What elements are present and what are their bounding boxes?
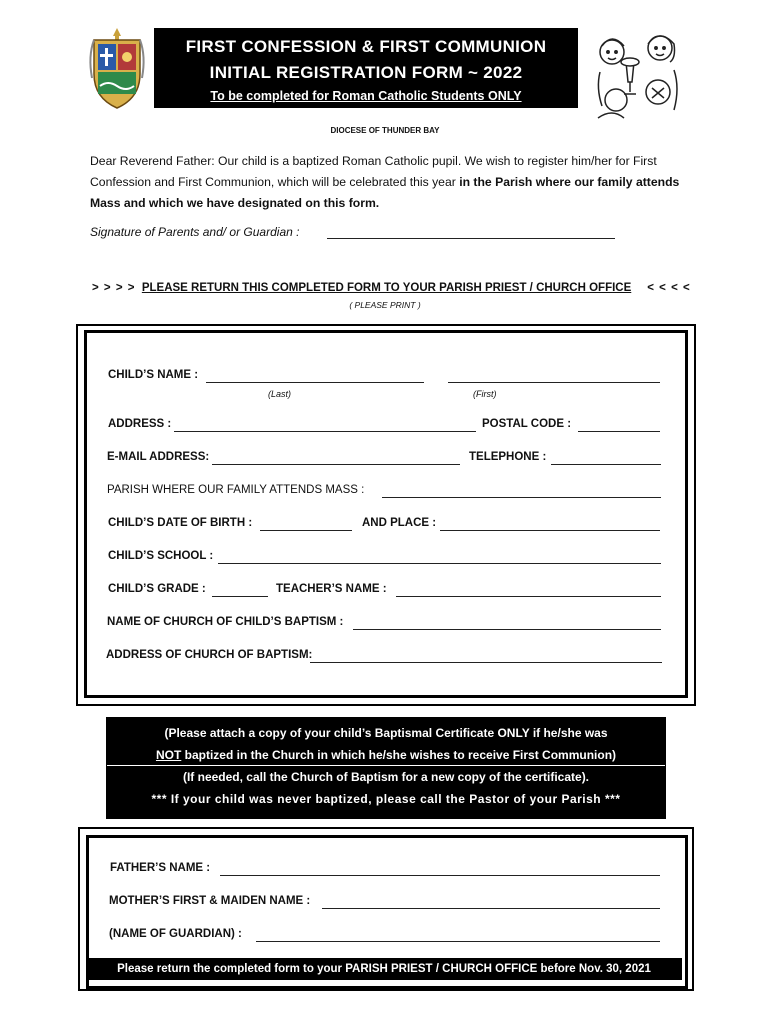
arrows-left: > > > > bbox=[92, 282, 136, 294]
print-note: ( PLEASE PRINT ) bbox=[349, 300, 421, 310]
baptism-church-label: NAME OF CHURCH OF CHILD’S BAPTISM : bbox=[107, 616, 344, 628]
notice-line-4: *** If your child was never baptized, please call the Pastor of your Parish *** bbox=[151, 792, 621, 806]
father-name-field[interactable] bbox=[220, 875, 660, 876]
children-illustration bbox=[590, 22, 684, 126]
parish-field[interactable] bbox=[382, 497, 661, 498]
notice-divider bbox=[107, 765, 665, 766]
notice-not: NOT bbox=[155, 748, 182, 762]
school-field[interactable] bbox=[218, 563, 661, 564]
mother-name-field[interactable] bbox=[322, 908, 660, 909]
address-field[interactable] bbox=[174, 431, 476, 432]
teacher-field[interactable] bbox=[396, 596, 661, 597]
notice-line-2 bbox=[107, 748, 665, 762]
baptism-address-label: ADDRESS OF CHURCH OF BAPTISM: bbox=[106, 649, 313, 661]
intro-text: Dear Reverend Father: Our child is a baptized Roman Catholic pupil. We wish to register him/her for First Confession and First Communion, which will be celebrated this year bbox=[90, 154, 657, 189]
first-name-caption: (First) bbox=[473, 389, 497, 399]
arrows-right: < < < < bbox=[647, 282, 691, 294]
diocese-crest-logo bbox=[86, 26, 148, 110]
dob-label: CHILD’S DATE OF BIRTH : bbox=[108, 517, 253, 529]
childs-name-label: CHILD’S NAME : bbox=[108, 369, 199, 381]
grade-label: CHILD’S GRADE : bbox=[108, 583, 206, 595]
title-line-2: INITIAL REGISTRATION FORM ~ 2022 bbox=[209, 63, 523, 82]
baptism-church-field[interactable] bbox=[353, 629, 661, 630]
subtitle: To be completed for Roman Catholic Students ONLY bbox=[210, 89, 522, 103]
postal-code-field[interactable] bbox=[578, 431, 660, 432]
first-name-field[interactable] bbox=[448, 382, 660, 383]
notice-line-1: (Please attach a copy of your child’s Baptismal Certificate ONLY if he/she was bbox=[164, 726, 608, 740]
guardian-name-label: (NAME OF GUARDIAN) : bbox=[109, 928, 242, 940]
place-field[interactable] bbox=[440, 530, 660, 531]
postal-code-label: POSTAL CODE : bbox=[482, 418, 572, 430]
last-name-caption: (Last) bbox=[268, 389, 292, 399]
parish-label: PARISH WHERE OUR FAMILY ATTENDS MASS : bbox=[107, 484, 365, 496]
diocese-name: DIOCESE OF THUNDER BAY bbox=[330, 126, 440, 135]
mother-name-label: MOTHER’S FIRST & MAIDEN NAME : bbox=[109, 895, 311, 907]
notice-line-3: (If needed, call the Church of Baptism for a new copy of the certificate). bbox=[182, 770, 590, 784]
return-notice-text: PLEASE RETURN THIS COMPLETED FORM TO YOUR PARISH PRIEST / CHURCH OFFICE bbox=[141, 282, 632, 294]
guardian-name-field[interactable] bbox=[256, 941, 660, 942]
address-label: ADDRESS : bbox=[108, 418, 172, 430]
baptism-address-field[interactable] bbox=[310, 662, 662, 663]
form-title-banner bbox=[154, 28, 578, 108]
email-field[interactable] bbox=[212, 464, 460, 465]
place-label: AND PLACE : bbox=[362, 517, 437, 529]
intro-text-bold: in the Parish where our family attends Mass and which we have designated on this form. bbox=[90, 175, 680, 210]
return-deadline-footer: Please return the completed form to your PARISH PRIEST / CHURCH OFFICE before Nov. 30, 2021 bbox=[86, 958, 682, 980]
school-label: CHILD’S SCHOOL : bbox=[108, 550, 214, 562]
teacher-label: TEACHER’S NAME : bbox=[276, 583, 387, 595]
last-name-field[interactable] bbox=[206, 382, 424, 383]
return-notice bbox=[92, 282, 691, 294]
telephone-field[interactable] bbox=[551, 464, 661, 465]
email-label: E-MAIL ADDRESS: bbox=[107, 451, 210, 463]
signature-line[interactable] bbox=[327, 238, 615, 239]
child-info-box-inner bbox=[84, 330, 688, 698]
father-name-label: FATHER’S NAME : bbox=[110, 862, 211, 874]
title-line-1: FIRST CONFESSION & FIRST COMMUNION bbox=[185, 37, 547, 56]
notice-line-2-rest: baptized in the Church in which he/she wishes to receive First Communion) bbox=[181, 748, 617, 762]
intro-paragraph bbox=[90, 151, 690, 214]
telephone-label: TELEPHONE : bbox=[469, 451, 547, 463]
dob-field[interactable] bbox=[260, 530, 352, 531]
baptism-certificate-notice bbox=[106, 717, 666, 819]
signature-label: Signature of Parents and/ or Guardian : bbox=[90, 225, 300, 239]
grade-field[interactable] bbox=[212, 596, 268, 597]
